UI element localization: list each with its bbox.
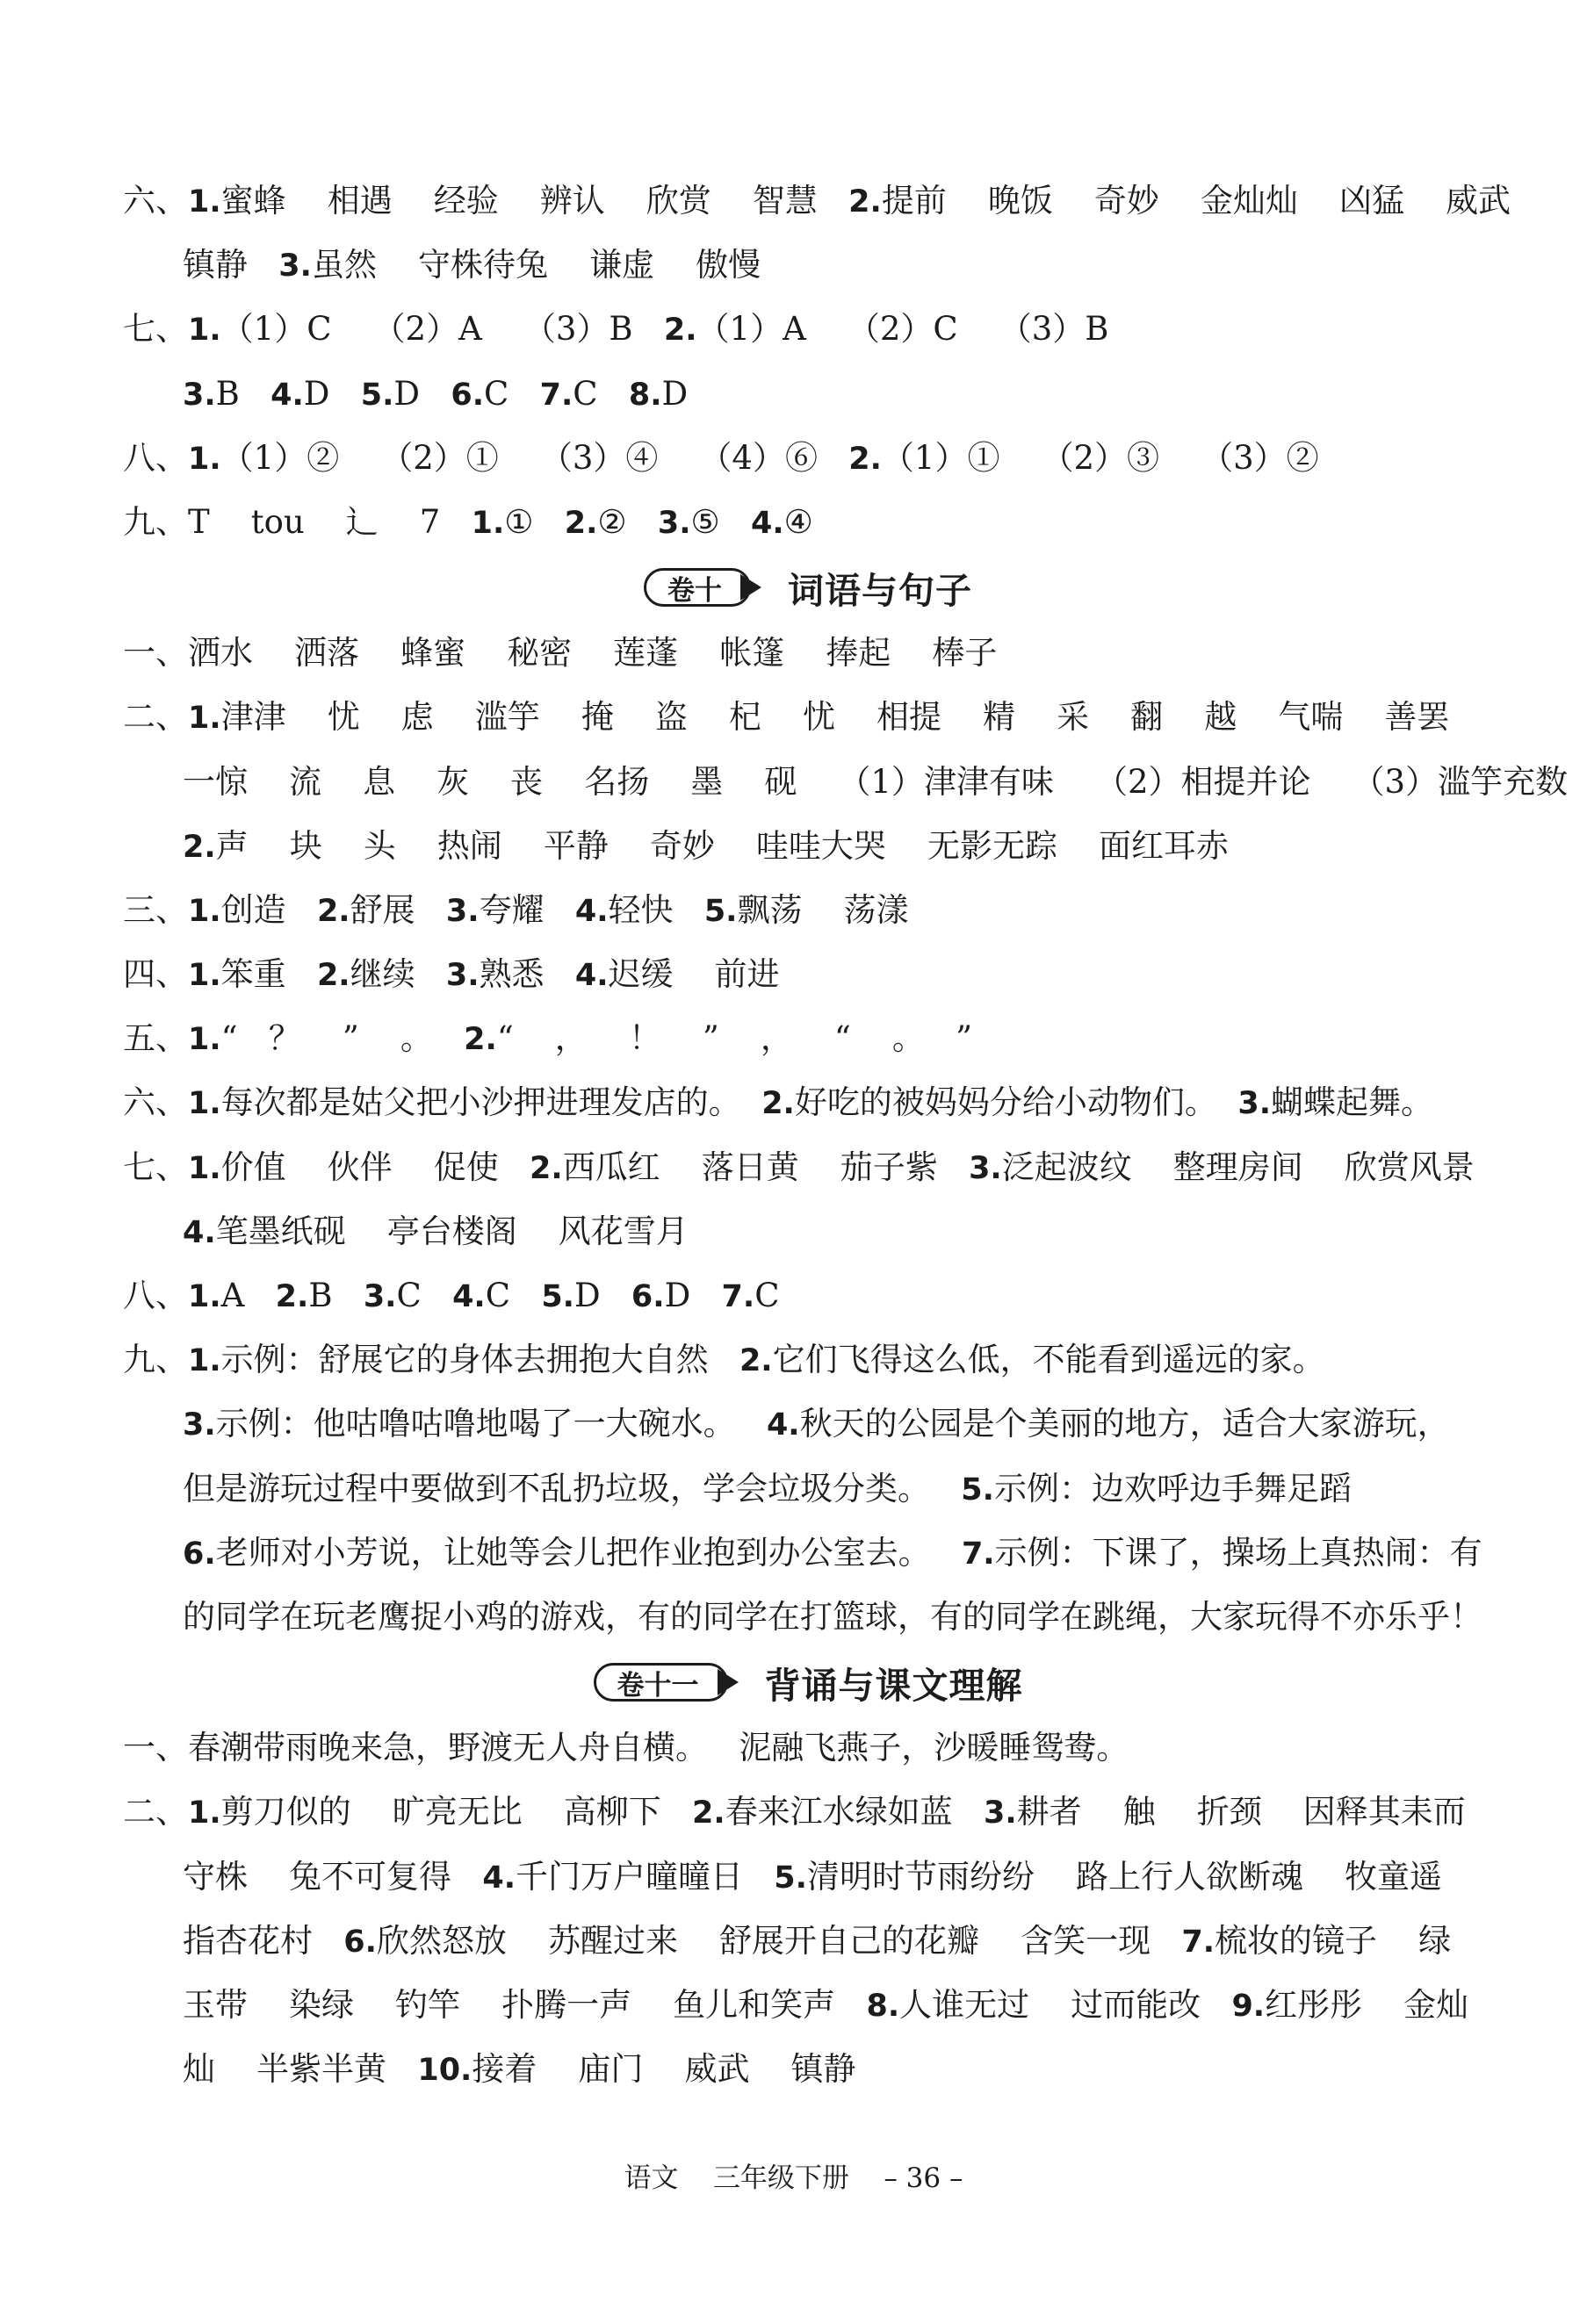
- item-number: 5.: [961, 1471, 994, 1507]
- answer-text: 六、: [123, 182, 188, 219]
- item-number: 4.: [482, 1860, 516, 1896]
- answer-text: 的同学在玩老鹰捉小鸡的游戏，有的同学在打篮球，有的同学在跳绳，大家玩得不亦乐乎！: [183, 1597, 1482, 1636]
- item-number: 2.: [530, 1150, 563, 1186]
- answer-text: （1）② （2）① （3）④ （4）⑥: [220, 438, 849, 477]
- item-number: 5.: [703, 893, 738, 929]
- answer-line: [123, 490, 1493, 554]
- item-number: 9.: [1231, 1988, 1266, 2024]
- item-number: 2.: [692, 1795, 725, 1831]
- answer-text: 八、: [123, 1277, 188, 1314]
- answer-text: 接着 庙门 威武 镇静: [472, 2050, 856, 2089]
- answer-line: [123, 750, 1569, 814]
- item-number: 8.: [866, 1988, 900, 2024]
- answer-text: 熟悉: [479, 955, 575, 994]
- item-number: 3.: [983, 1795, 1017, 1831]
- answer-text: 每次都是姑父把小沙押进理发店的。: [220, 1083, 762, 1122]
- item-number: 2.: [464, 1022, 497, 1058]
- answer-line: [123, 814, 1493, 878]
- answer-text: 千门万户曈曈日: [516, 1857, 775, 1896]
- answer-text: 创造: [220, 890, 317, 929]
- answer-text: ②: [597, 502, 658, 541]
- answer-text: （1）① （2）③ （3）②: [881, 438, 1319, 477]
- answer-line: [123, 1327, 1493, 1392]
- answer-text: ④: [783, 502, 813, 541]
- section-title: 词语与句子: [788, 569, 972, 612]
- answer-line: [123, 1457, 1493, 1521]
- item-number: 7.: [1181, 1924, 1215, 1960]
- answer-text: 九、: [123, 1341, 188, 1379]
- item-number: 2.: [739, 1343, 773, 1379]
- answer-text: D: [661, 374, 689, 413]
- item-number: 2.: [564, 505, 598, 541]
- answer-text: 人谁无过 过而能改: [899, 1985, 1232, 2024]
- item-number: 1.: [188, 958, 221, 994]
- answer-line: [123, 621, 1493, 685]
- answer-text: C: [573, 374, 629, 413]
- answer-text: 它们飞得这么低，不能看到遥远的家。: [772, 1341, 1325, 1379]
- answer-text: 示例：边欢呼边手舞足蹈: [993, 1469, 1352, 1507]
- answer-text: 但是游玩过程中要做到不乱扔垃圾，学会垃圾分类。: [183, 1469, 962, 1507]
- section-title: 背诵与课文理解: [764, 1664, 1023, 1707]
- item-number: 4.: [574, 958, 609, 994]
- answer-line: [123, 1909, 1493, 1973]
- answer-text: C: [396, 1277, 453, 1314]
- answer-text: 红彤彤 金灿: [1265, 1985, 1469, 2024]
- item-number: 5.: [360, 377, 394, 413]
- answer-text: D: [664, 1277, 722, 1314]
- answer-line: [123, 1006, 1493, 1070]
- answer-text: 欣然怒放 苏醒过来 舒展开自己的花瓣 含笑一现: [376, 1921, 1182, 1960]
- item-number: 6.: [183, 1536, 216, 1572]
- item-number: 3.: [1237, 1086, 1272, 1122]
- answer-line: [123, 1135, 1493, 1199]
- answer-text: 九、T tou 辶 7: [123, 502, 472, 541]
- answer-line: [123, 1585, 1493, 1649]
- answer-text: 好吃的被妈妈分给小动物们。: [794, 1083, 1238, 1122]
- answer-page: [123, 169, 1569, 2101]
- item-number: 7.: [721, 1279, 755, 1314]
- item-number: 1.: [188, 1150, 221, 1186]
- answer-line: [123, 233, 1493, 297]
- item-number: 3.: [183, 377, 216, 413]
- answer-text: 三、: [123, 890, 188, 929]
- item-number: 2.: [316, 958, 350, 994]
- answer-line: [123, 297, 1493, 361]
- answer-text: （1）C （2）A （3）B: [220, 310, 664, 349]
- section-heading: [123, 556, 1493, 619]
- answer-text: 七、: [123, 310, 188, 349]
- item-number: 7.: [539, 377, 573, 413]
- answer-text: ①: [504, 502, 565, 541]
- item-number: 2.: [761, 1086, 795, 1122]
- answer-text: 价值 伙伴 促使: [220, 1148, 530, 1186]
- answer-text: 二、: [123, 698, 188, 737]
- item-number: 1.: [188, 1086, 221, 1122]
- item-number: 3.: [363, 1279, 397, 1314]
- answer-text: 蜜蜂 相遇 经验 辨认 欣赏 智慧: [220, 182, 849, 219]
- answer-text: 笔墨纸砚 亭台楼阁 风花雪月: [215, 1212, 689, 1250]
- item-number: 1.: [188, 1343, 221, 1379]
- answer-text: 五、: [123, 1019, 188, 1058]
- answer-text: 夸耀: [479, 890, 575, 929]
- section-badge: [644, 568, 761, 607]
- answer-text: 耕者 触 折颈 因释其耒而: [1016, 1793, 1466, 1831]
- answer-line: [123, 2037, 1493, 2101]
- item-number: 6.: [451, 377, 485, 413]
- answer-text: D: [393, 374, 451, 413]
- page-footer: 语文 三年级下册 – 36 –: [624, 2162, 963, 2194]
- answer-text: 守株 兔不可复得: [183, 1857, 483, 1896]
- answer-line: [123, 685, 1493, 749]
- item-number: 5.: [541, 1279, 574, 1314]
- item-number: 6.: [343, 1924, 377, 1960]
- answer-text: 示例：舒展它的身体去拥抱大自然: [220, 1341, 739, 1379]
- item-number: 2.: [848, 184, 882, 219]
- answer-text: 西瓜红 落日黄 茄子紫: [562, 1148, 970, 1186]
- answer-text: （1）A （2）C （3）B: [696, 310, 1109, 349]
- answer-text: 迟缓 前进: [608, 955, 780, 994]
- section-badge: [594, 1663, 739, 1702]
- answer-text: C: [484, 374, 540, 413]
- item-number: 4.: [271, 377, 304, 413]
- answer-line: [123, 1973, 1493, 2037]
- answer-text: A: [220, 1277, 276, 1314]
- answer-text: 玉带 染绿 钓竿 扑腾一声 鱼儿和笑声: [183, 1985, 867, 2024]
- item-number: 3.: [657, 505, 691, 541]
- answer-text: 七、: [123, 1148, 188, 1186]
- answer-line: [123, 1263, 1493, 1327]
- item-number: 2.: [183, 829, 216, 865]
- item-number: 6.: [631, 1279, 665, 1314]
- answer-text: 梳妆的镜子 绿: [1215, 1921, 1452, 1960]
- answer-text: 清明时节雨纷纷 路上行人欲断魂 牧童遥: [806, 1857, 1443, 1896]
- section-badge-label: 卷十: [644, 568, 751, 607]
- item-number: 3.: [969, 1150, 1002, 1186]
- answer-line: [123, 1716, 1493, 1780]
- item-number: 1.: [188, 1279, 221, 1314]
- answer-line: [123, 169, 1511, 233]
- section-badge-label: 卷十一: [594, 1663, 728, 1702]
- answer-text: “ ？ ” 。: [220, 1019, 465, 1058]
- answer-text: 声 块 头 热闹 平静 奇妙 哇哇大哭 无影无踪 面红耳赤: [215, 826, 1230, 865]
- answer-text: 泛起波纹 整理房间 欣赏风景: [1001, 1148, 1475, 1186]
- answer-text: 二、: [123, 1793, 188, 1831]
- answer-line: [123, 1392, 1493, 1456]
- answer-line: [123, 942, 1493, 1006]
- answer-text: 蝴蝶起舞。: [1271, 1083, 1434, 1122]
- item-number: 10.: [417, 2053, 472, 2089]
- answer-text: 一、洒水 洒落 蜂蜜 秘密 莲蓬 帐篷 捧起 棒子: [123, 634, 998, 673]
- answer-text: 示例：下课了，操场上真热闹：有: [994, 1533, 1482, 1572]
- answer-text: ⑤: [690, 502, 751, 541]
- item-number: 4.: [766, 1407, 800, 1443]
- answer-text: C: [754, 1277, 780, 1314]
- item-number: 7.: [961, 1536, 995, 1572]
- play-arrow-icon: [740, 574, 761, 601]
- answer-line: [123, 878, 1493, 942]
- item-number: 4.: [452, 1279, 486, 1314]
- answer-text: 一惊 流 息 灰 丧 名扬 墨 砚 （1）津津有味 （2）相提并论 （3）滥竽充数: [183, 762, 1569, 801]
- item-number: 1.: [188, 701, 221, 737]
- answer-text: 笨重: [220, 955, 317, 994]
- answer-text: 一、春潮带雨晚来急，野渡无人舟自横。 泥融飞燕子，沙暖睡鸳鸯。: [123, 1729, 1129, 1767]
- answer-text: 六、: [123, 1083, 188, 1122]
- answer-line: [123, 426, 1493, 490]
- item-number: 4.: [574, 893, 609, 929]
- answer-line: [123, 1521, 1493, 1585]
- answer-text: 镇静: [183, 246, 279, 284]
- item-number: 1.: [188, 1022, 221, 1058]
- answer-text: 继续: [350, 955, 446, 994]
- answer-text: 舒展: [350, 890, 446, 929]
- answer-text: “ ， ！ ” ， “ 。 ”: [496, 1019, 973, 1058]
- answer-line: [123, 1845, 1493, 1909]
- answer-text: 春来江水绿如蓝: [725, 1793, 984, 1831]
- item-number: 5.: [774, 1860, 807, 1896]
- item-number: 3.: [183, 1407, 216, 1443]
- item-number: 3.: [445, 893, 480, 929]
- answer-text: 四、: [123, 955, 188, 994]
- answer-text: B: [215, 374, 271, 413]
- play-arrow-icon: [718, 1669, 739, 1695]
- answer-text: 津津 忧 虑 滥竽 掩 盗 杞 忧 相提 精 采 翻 越 气喘 善罢: [220, 698, 1450, 737]
- item-number: 1.: [471, 505, 505, 541]
- item-number: 1.: [188, 184, 221, 219]
- item-number: 2.: [848, 441, 882, 477]
- item-number: 1.: [188, 893, 221, 929]
- answer-line: [123, 1199, 1493, 1263]
- item-number: 2.: [275, 1279, 309, 1314]
- answer-text: 老师对小芳说，让她等会儿把作业抱到办公室去。: [215, 1533, 962, 1572]
- item-number: 3.: [445, 958, 480, 994]
- item-number: 2.: [663, 313, 697, 349]
- answer-text: 虽然 守株待兔 谦虚 傲慢: [311, 246, 761, 284]
- answer-text: 提前 晚饭 奇妙 金灿灿 凶猛 威武: [881, 182, 1511, 219]
- answer-text: D: [303, 374, 361, 413]
- answer-text: 剪刀似的 旷亮无比 高柳下: [220, 1793, 693, 1831]
- answer-text: 指杏花村: [183, 1921, 344, 1960]
- item-number: 1.: [188, 313, 221, 349]
- answer-text: C: [485, 1277, 542, 1314]
- item-number: 3.: [278, 248, 312, 284]
- item-number: 4.: [183, 1214, 216, 1250]
- answer-text: D: [573, 1277, 631, 1314]
- item-number: 4.: [751, 505, 784, 541]
- answer-line: [123, 1070, 1493, 1134]
- answer-text: 秋天的公园是个美丽的地方，适合大家游玩，: [799, 1405, 1450, 1443]
- answer-text: 飘荡 荡漾: [737, 890, 909, 929]
- answer-text: 示例：他咕噜咕噜地喝了一大碗水。: [215, 1405, 767, 1443]
- item-number: 2.: [316, 893, 350, 929]
- answer-text: 八、: [123, 438, 188, 477]
- answer-line: [123, 362, 1493, 426]
- answer-text: B: [308, 1277, 364, 1314]
- item-number: 1.: [188, 441, 221, 477]
- answer-line: [123, 1780, 1493, 1844]
- item-number: 8.: [628, 377, 662, 413]
- item-number: 1.: [188, 1795, 221, 1831]
- section-heading: [123, 1651, 1493, 1714]
- answer-text: 灿 半紫半黄: [183, 2050, 418, 2089]
- answer-text: 轻快: [608, 890, 704, 929]
